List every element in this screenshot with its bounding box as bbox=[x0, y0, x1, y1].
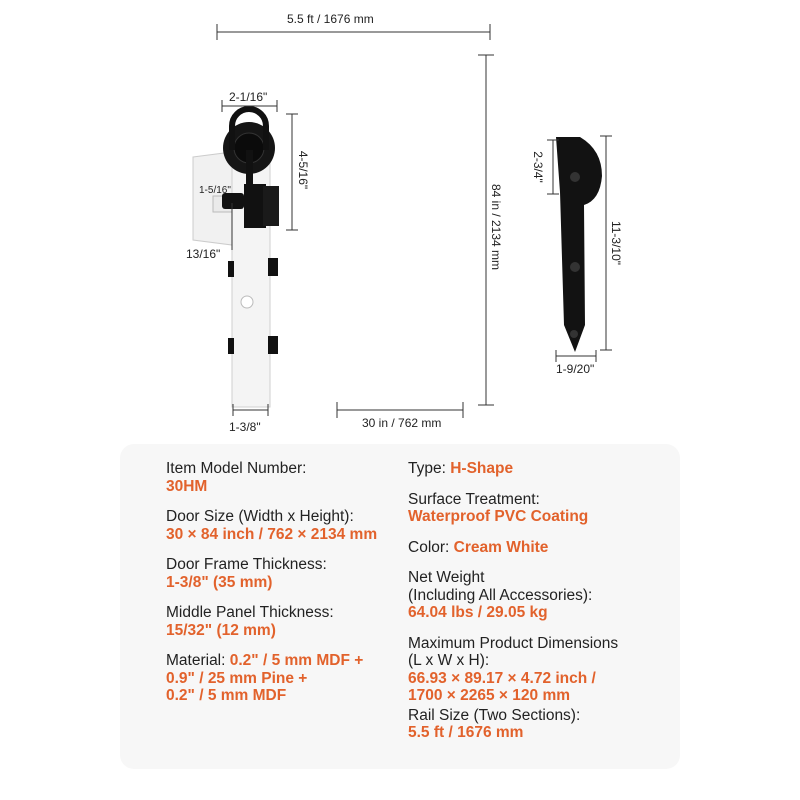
spec-column-right bbox=[408, 460, 668, 755]
spec-value: 1-3/8" (35 mm) bbox=[166, 573, 273, 591]
spec-frame-thickness bbox=[166, 556, 396, 591]
rail-length-label: 5.5 ft / 1676 mm bbox=[287, 12, 374, 26]
spec-weight bbox=[408, 569, 668, 622]
spec-value: Cream White bbox=[453, 538, 549, 556]
spec-value: 30HM bbox=[166, 477, 208, 495]
spec-label: Type: bbox=[408, 460, 446, 477]
spec-type bbox=[408, 460, 668, 478]
spec-label: Net Weight (Including All Accessories): bbox=[408, 569, 593, 604]
spec-label: Maximum Product Dimensions (L x W x H): bbox=[408, 634, 619, 669]
spec-label: Surface Treatment: bbox=[408, 490, 540, 508]
door-thickness-label: 1-3/8" bbox=[229, 420, 261, 434]
spacer-gap-label: 13/16" bbox=[186, 247, 221, 261]
spec-column-left bbox=[166, 460, 396, 718]
strap-width-label: 1-9/20" bbox=[556, 362, 595, 376]
spec-panel-thickness bbox=[166, 604, 396, 639]
spec-value: 30 × 84 inch / 762 × 2134 mm bbox=[166, 525, 378, 543]
spec-rail-size bbox=[408, 707, 668, 742]
spec-panel bbox=[120, 444, 680, 769]
roller-width-label: 2-1/16" bbox=[229, 90, 268, 104]
hanger-top-label: 2-3/4" bbox=[531, 151, 545, 183]
spec-value: 15/32" (12 mm) bbox=[166, 621, 276, 639]
spec-label: Door Frame Thickness: bbox=[166, 556, 327, 573]
spec-value: 64.04 lbs / 29.05 kg bbox=[408, 604, 548, 621]
spec-label: Rail Size (Two Sections): bbox=[408, 706, 581, 724]
spec-label: Material: bbox=[166, 652, 226, 669]
spec-value: 0.2" / 5 mm MDF + 0.9" / 25 mm Pine + 0.2" / 5 mm MDF bbox=[166, 652, 364, 704]
spec-door-size bbox=[166, 508, 396, 543]
spec-label: Middle Panel Thickness: bbox=[166, 604, 334, 621]
spec-label: Door Size (Width x Height): bbox=[166, 508, 354, 525]
spec-color bbox=[408, 539, 668, 557]
door-width-label: 30 in / 762 mm bbox=[362, 416, 442, 430]
spec-surface bbox=[408, 491, 668, 526]
spec-dimensions bbox=[408, 635, 668, 705]
strap-length-label: 11-3/10" bbox=[609, 220, 623, 266]
spacer-length-label: 1-5/16" bbox=[199, 185, 231, 196]
rail-dimension-line bbox=[217, 24, 490, 40]
spec-label: Color: bbox=[408, 538, 450, 556]
spec-model bbox=[166, 460, 396, 495]
spec-value: 5.5 ft / 1676 mm bbox=[408, 724, 524, 741]
spec-label: Item Model Number: bbox=[166, 460, 307, 477]
door-height-label: 84 in / 2134 mm bbox=[489, 183, 503, 271]
spec-value: Waterproof PVC Coating bbox=[408, 508, 589, 525]
spec-value: 66.93 × 89.17 × 4.72 inch / 1700 × 2265 × 120 mm bbox=[408, 669, 596, 704]
spec-material bbox=[166, 652, 396, 705]
strap-hanger bbox=[556, 137, 602, 352]
spec-value: H-Shape bbox=[450, 460, 514, 477]
hanger-height-label: 4-5/16" bbox=[296, 150, 310, 190]
